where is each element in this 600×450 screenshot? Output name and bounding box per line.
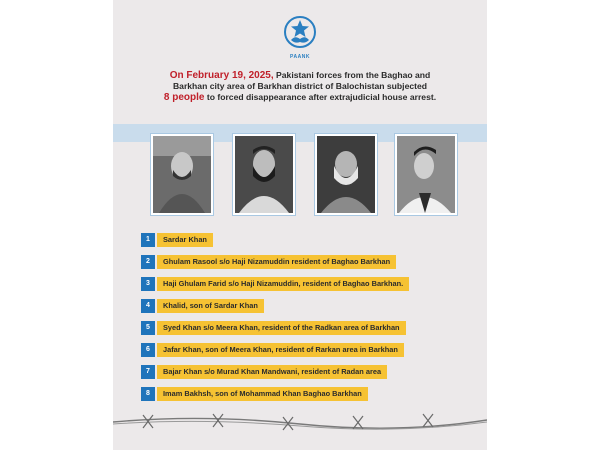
star-doves-logo-icon [283, 12, 317, 56]
victim-number: 7 [141, 365, 155, 379]
victim-number: 3 [141, 277, 155, 291]
headline [133, 70, 467, 103]
victim-number: 4 [141, 299, 155, 313]
headline-count: 8 people [163, 92, 205, 103]
victim-number: 1 [141, 233, 155, 247]
victim-number: 5 [141, 321, 155, 335]
headline-date: On February 19, 2025, [169, 70, 274, 81]
barbed-wire-icon [113, 400, 487, 450]
victim-name: Ghulam Rasool s/o Haji Nizamuddin resident of Baghao Barkhan [157, 255, 396, 269]
headline-line2: Barkhan city area of Barkhan district of Balochistan subjected [172, 81, 428, 91]
logo-text: PAANK [290, 54, 310, 60]
victim-name: Khalid, son of Sardar Khan [157, 299, 264, 313]
victim-name: Jafar Khan, son of Meera Khan, resident of Rarkan area in Barkhan [157, 343, 404, 357]
victim-number: 6 [141, 343, 155, 357]
victim-number: 8 [141, 387, 155, 401]
headline-line1: Pakistani forces from the Baghao and [273, 70, 431, 80]
victim-name: Haji Ghulam Farid s/o Haji Nizamuddin, resident of Baghao Barkhan. [157, 277, 409, 291]
victim-number: 2 [141, 255, 155, 269]
person-photo-2 [233, 134, 295, 215]
victim-name: Sardar Khan [157, 233, 213, 247]
person-photo-4 [395, 134, 457, 215]
victim-name: Imam Bakhsh, son of Mohammad Khan Baghao Barkhan [157, 387, 368, 401]
poster [113, 0, 487, 450]
victim-name: Syed Khan s/o Meera Khan, resident of the Radkan area of Barkhan [157, 321, 406, 335]
victim-name: Bajar Khan s/o Murad Khan Mandwani, resident of Radan area [157, 365, 387, 379]
person-photo-3 [315, 134, 377, 215]
headline-line3: to forced disappearance after extrajudicial house arrest. [204, 92, 437, 102]
person-photo-1 [151, 134, 213, 215]
